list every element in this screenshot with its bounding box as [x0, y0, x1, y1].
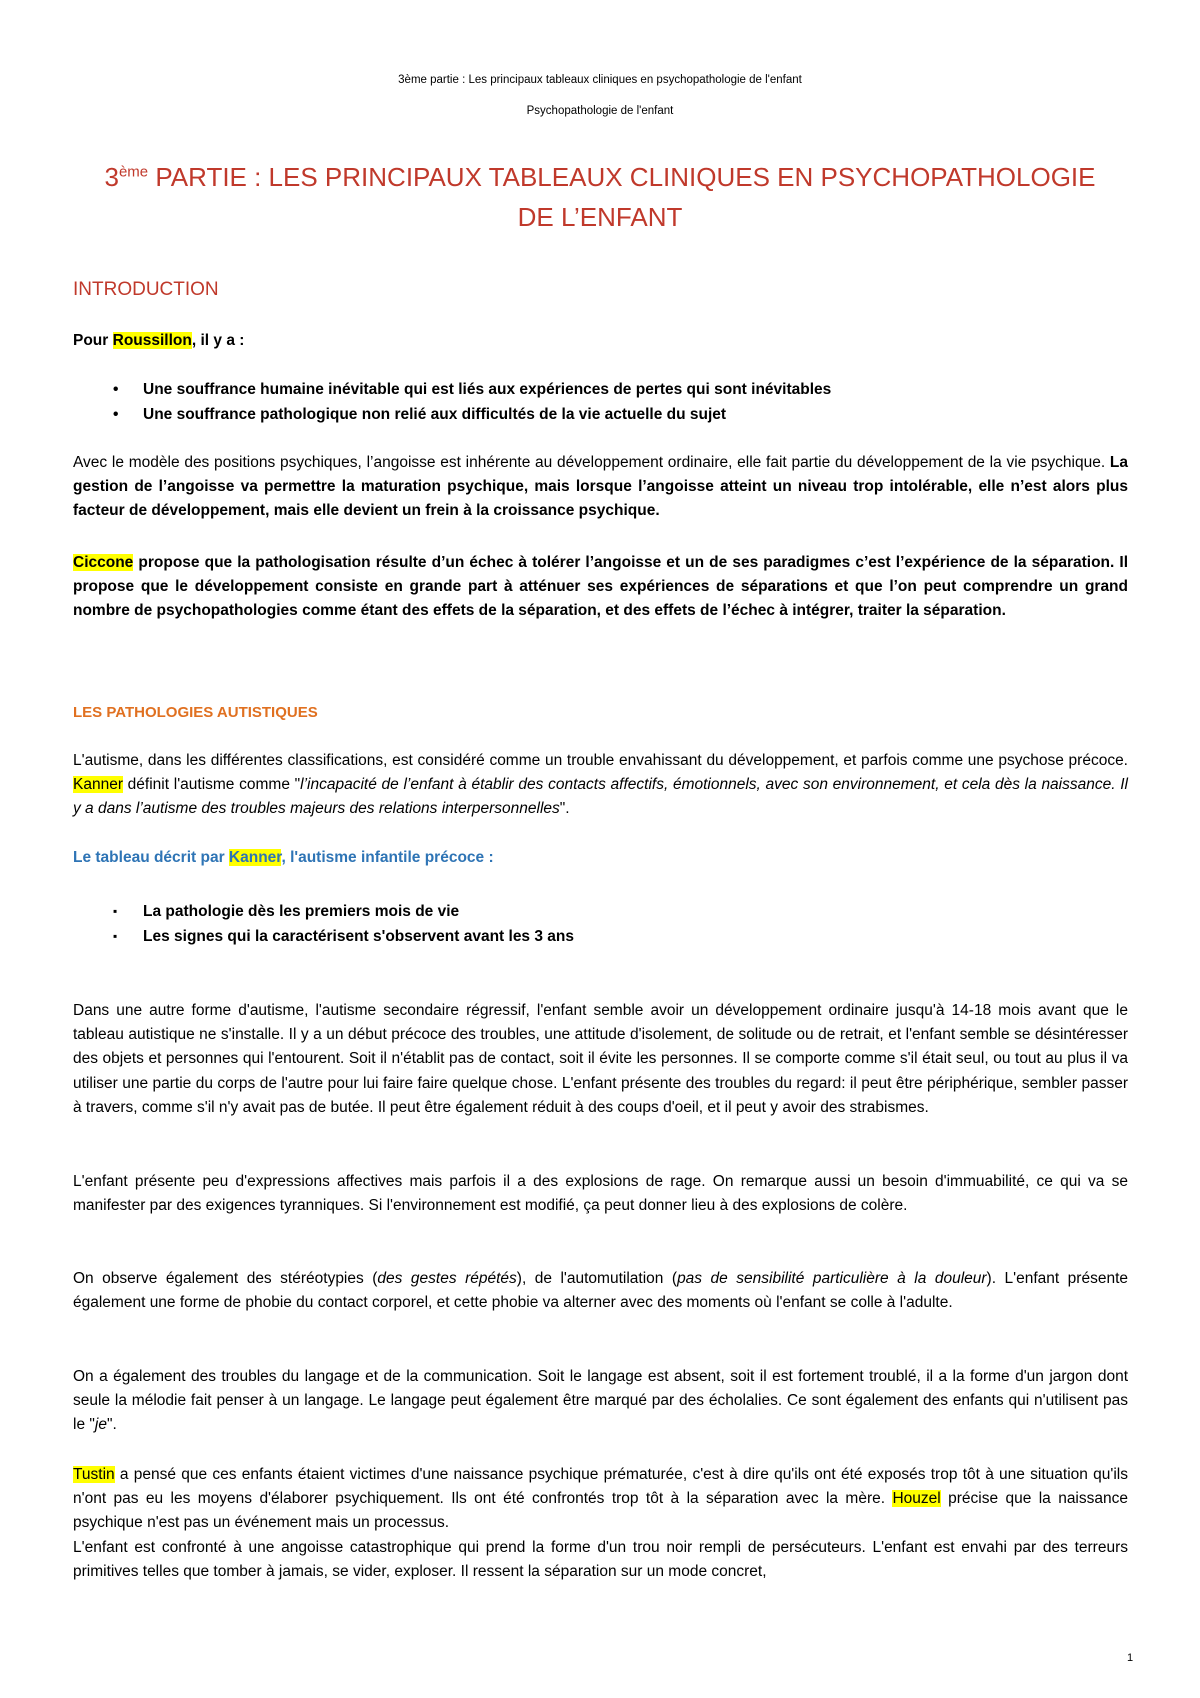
intro-paragraph-2: Ciccone propose que la pathologisation résulte d’un échec à tolérer l’angoisse et un de ses paradigmes c’est l’expérience de la séparation. Il propose que le développement consiste en grande part à atténuer ses expériences de séparations et que l’on peut comprendre un grand nombre de psychopathologies comme étant des effets de la séparation, et des effets de l’échec à intégrer, traiter la séparation.: [73, 554, 1128, 620]
running-header-line1: 3ème partie : Les principaux tableaux cliniques en psychopathologie de l'enfant: [398, 74, 802, 86]
page-number: 1: [1127, 1652, 1134, 1664]
highlight-kanner: Kanner: [73, 776, 123, 794]
intro-paragraph-1: Avec le modèle des positions psychiques, l’angoisse est inhérente au développement ordinaire, elle fait partie du développement de la vie psychique. La gestion de l’angoisse va permettre la maturation psychique, mais lorsque l’angoisse atteint un niveau trop intolérable, elle n’est alors plus facteur de développement, mais elle devient un frein à la croissance psychique.: [73, 454, 1128, 520]
autism-paragraph-5: On a également des troubles du langage et de la communication. Soit le langage est absent, soit il est fortement troublé, il a la forme d'un jargon dont seule la mélodie fait penser à un langage. Le langage peut également être marqué par des écholalies. Ce sont également des enfants qui n'utilisent pas le "je".: [73, 1368, 1128, 1434]
highlight-tustin: Tustin: [73, 1466, 115, 1483]
list-item: • Une souffrance pathologique non relié aux difficultés de la vie actuelle du sujet: [113, 406, 727, 423]
autism-paragraph-1: L'autisme, dans les différentes classifications, est considéré comme un trouble envahissant du développement, et parfois comme une psychose précoce. Kanner définit l'autisme comme "l’incapacité de l’enfant à établir des contacts affectifs, émotionnels, avec son environnement, et cela dès la naissance. Il y a dans l’autisme des troubles majeurs des relations interpersonnelles".: [73, 752, 1128, 818]
highlight-houzel: Houzel: [892, 1490, 941, 1508]
autism-paragraph-2: Dans une autre forme d'autisme, l'autisme secondaire régressif, l'enfant semble avoir un développement ordinaire jusqu'à 14-18 mois avant que le tableau autistique ne s'installe. Il y a un début précoce des troubles, une attitude d'isolement, de solitude ou de retrait, et l'enfant semble se désintéresser des objets et personnes qui l'entourent. Soit il n'établit pas de contact, soit il évite les personnes. Il se comporte comme s'il était seul, ou tout au plus il va utiliser une partie du corps de l'autre pour lui faire faire quelque chose. L'enfant présente des troubles du regard: il peut être périphérique, sembler passer à travers, comme s'il n'y avait pas de butée. Il peut être également réduit à des coups d'oeil, et il peut y avoir des strabismes.: [73, 1002, 1128, 1116]
autism-paragraph-7: L'enfant est confronté à une angoisse catastrophique qui prend la forme d'un trou noir rempli de persécuteurs. L'enfant est envahi par des terreurs primitives telles que tomber à jamais, se vider, exploser. Il ressent la séparation sur un mode concret,: [73, 1539, 1128, 1581]
intro-bullet-list: [73, 377, 831, 427]
page-title-line1: 3ème PARTIE : LES PRINCIPAUX TABLEAUX CLINIQUES EN PSYCHOPATHOLOGIE: [104, 162, 1096, 192]
highlight-ciccone: Ciccone: [73, 554, 134, 571]
autism-heading: LES PATHOLOGIES AUTISTIQUES: [73, 704, 318, 721]
pour-line: Pour Roussillon, il y a :: [73, 332, 245, 349]
autism-paragraph-6: Tustin a pensé que ces enfants étaient victimes d'une naissance psychique prématurée, c'est à dire qu'ils ont été exposés trop tôt à une situation qu'ils n'ont pas eu les moyens d'élaborer psychiquement. Ils ont été confrontés trop tôt à la séparation avec la mère. Houzel précise que la naissance psychique n'est pas un événement mais un processus.: [73, 1466, 1128, 1532]
kanner-subheading: Le tableau décrit par Kanner, l'autisme infantile précoce :: [73, 849, 494, 866]
autism-paragraph-3: L'enfant présente peu d'expressions affectives mais parfois il a des explosions de rage. On remarque aussi un besoin d'immuabilité, ce qui va se manifester par des exigences tyranniques. Si l'environnement est modifié, ça peut donner lieu à des explosions de colère.: [73, 1173, 1128, 1215]
list-item: ▪ La pathologie dès les premiers mois de vie: [113, 903, 460, 920]
running-header-line2: Psychopathologie de l'enfant: [526, 105, 674, 117]
intro-heading: INTRODUCTION: [73, 279, 219, 300]
page-title: [60, 157, 1140, 237]
highlight-kanner-2: Kanner: [228, 849, 282, 866]
autism-paragraph-4: On observe également des stéréotypies (des gestes répétés), de l'automutilation (pas de sensibilité particulière à la douleur). L'enfant présente également une forme de phobie du contact corporel, et cette phobie va alterner avec des moments où l'enfant se colle à l'adulte.: [73, 1270, 1129, 1312]
highlight-roussillon: Roussillon: [112, 332, 192, 349]
list-item: ▪ Les signes qui la caractérisent s'observent avant les 3 ans: [113, 928, 574, 945]
list-item: • Une souffrance humaine inévitable qui est liés aux expériences de pertes qui sont inévitables: [113, 381, 832, 398]
page-title-line2: DE L’ENFANT: [517, 202, 683, 232]
kanner-bullet-list: [73, 899, 574, 949]
